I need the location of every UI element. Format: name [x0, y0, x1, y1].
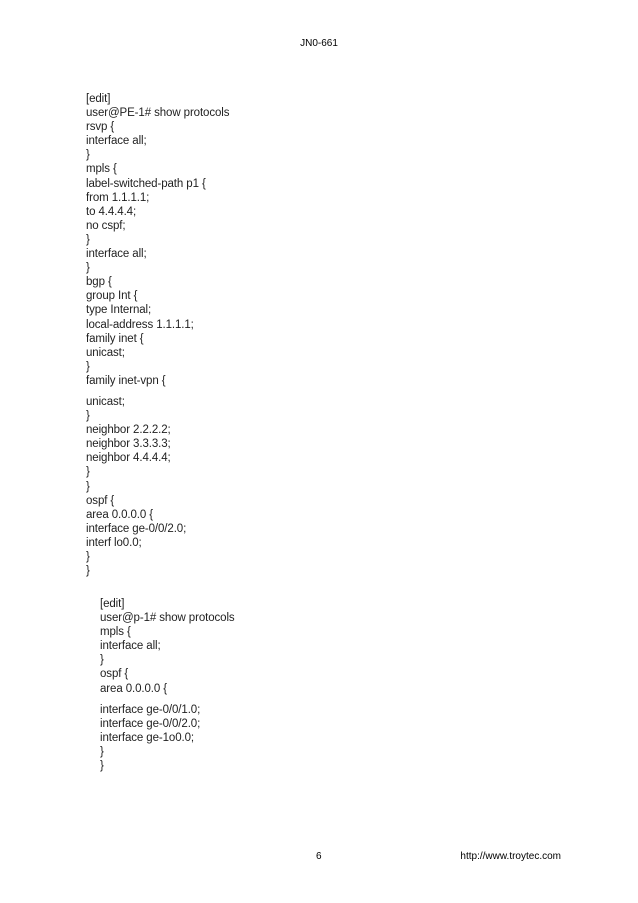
config-line: area 0.0.0.0 {: [86, 508, 154, 521]
config-line: from 1.1.1.1;: [86, 191, 150, 204]
config-line: neighbor 3.3.3.3;: [86, 438, 171, 451]
config-line: ospf {: [86, 494, 115, 507]
config-line: [edit]: [100, 598, 125, 610]
config-line: family inet-vpn {: [86, 374, 166, 387]
config-line: }: [86, 410, 90, 423]
p1-protocols-config: [100, 597, 235, 773]
config-line: interface ge-0/0/1.0;: [100, 703, 201, 716]
config-line: group Int {: [86, 290, 138, 303]
config-line: local-address 1.1.1.1;: [86, 318, 194, 331]
config-line: interface all;: [100, 640, 161, 653]
config-line: interface ge-0/0/2.0;: [100, 717, 201, 730]
config-line: interface ge-1o0.0;: [100, 731, 194, 744]
page-number: 6: [316, 851, 322, 862]
config-line: user@PE-1# show protocols: [86, 107, 230, 120]
config-line: mpls {: [100, 626, 131, 639]
config-line: interface all;: [86, 135, 147, 148]
config-line: }: [86, 262, 90, 275]
config-line: }: [86, 480, 90, 493]
config-line: }: [86, 233, 90, 246]
config-line: neighbor 4.4.4.4;: [86, 452, 171, 465]
config-line: rsvp {: [86, 121, 115, 134]
pe1-protocols-config: [86, 92, 229, 578]
config-line: ospf {: [100, 668, 129, 681]
config-line: area 0.0.0.0 {: [100, 682, 168, 695]
config-line: unicast;: [86, 346, 125, 359]
config-line: }: [86, 565, 90, 578]
config-line: unicast;: [86, 395, 125, 408]
config-line: [86, 388, 229, 395]
config-line: neighbor 2.2.2.2;: [86, 424, 171, 437]
config-line: }: [100, 654, 104, 667]
config-line: to 4.4.4.4;: [86, 205, 137, 218]
config-line: }: [100, 745, 104, 758]
config-line: }: [86, 466, 90, 479]
config-line: label-switched-path p1 {: [86, 177, 206, 190]
config-line: [100, 696, 235, 703]
config-line: interface ge-0/0/2.0;: [86, 522, 187, 535]
config-line: interf lo0.0;: [86, 536, 142, 549]
page-header-title: JN0-661: [300, 38, 338, 49]
config-line: no cspf;: [86, 219, 126, 232]
config-line: user@p-1# show protocols: [100, 612, 235, 625]
config-line: }: [100, 760, 104, 773]
config-line: }: [86, 360, 90, 373]
config-line: family inet {: [86, 332, 144, 345]
footer-url: http://www.troytec.com: [460, 851, 561, 862]
config-line: mpls {: [86, 163, 117, 176]
config-line: }: [86, 551, 90, 563]
config-line: type Internal;: [86, 304, 152, 317]
config-line: interface all;: [86, 248, 147, 261]
config-line: }: [86, 149, 90, 162]
config-line: bgp {: [86, 276, 112, 289]
config-line: [edit]: [86, 93, 111, 105]
